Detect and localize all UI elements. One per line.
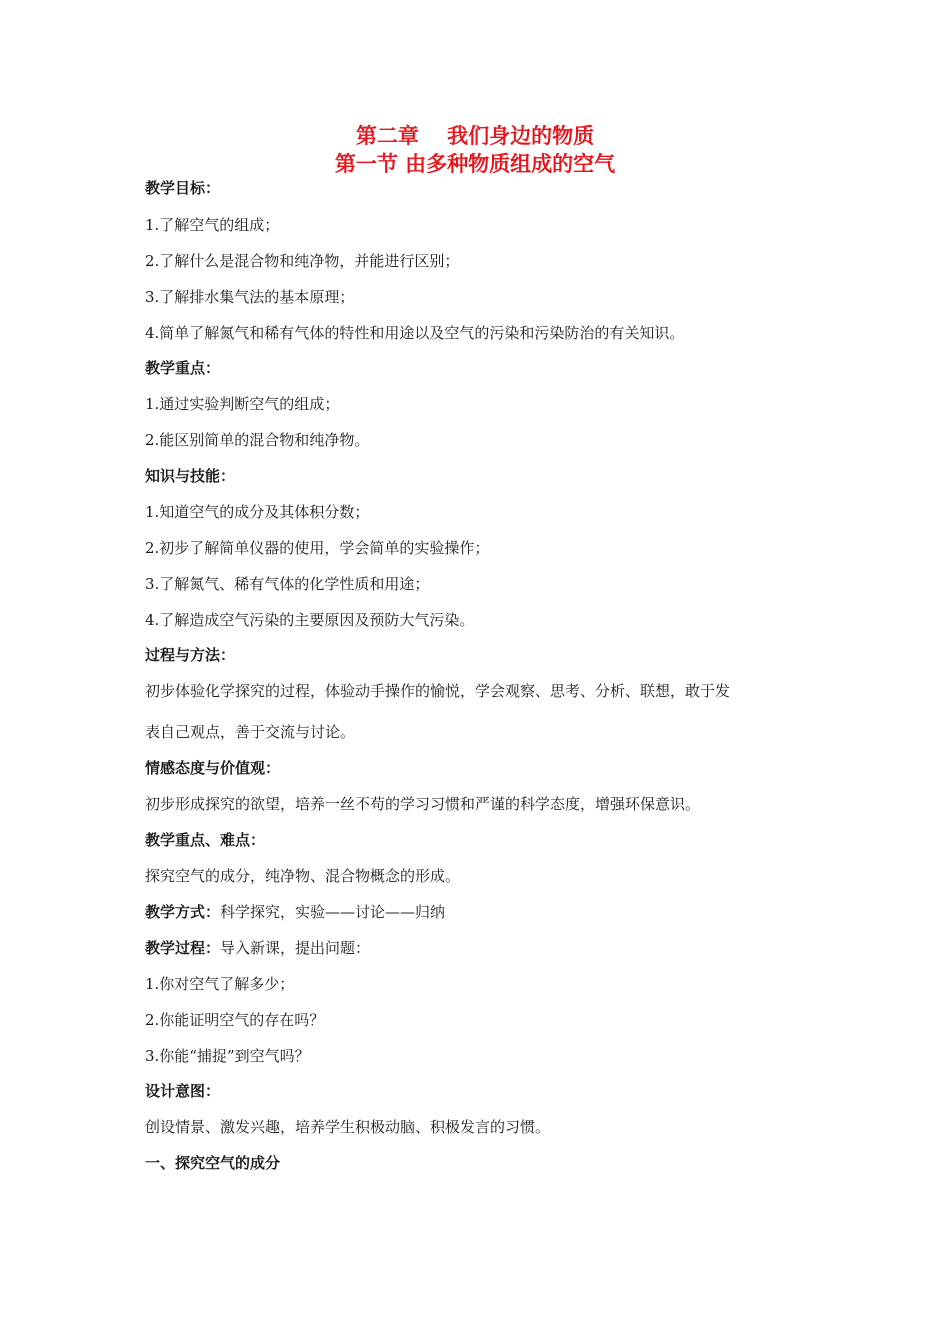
knowledge-item-2: 2.初步了解简单仪器的使用，学会简单的实验操作； — [145, 539, 490, 557]
process-methods-line-2: 表自己观点，善于交流与讨论。 — [145, 723, 356, 741]
difficulties-text: 探究空气的成分，纯净物、混合物概念的形成。 — [145, 867, 461, 885]
method-line — [145, 902, 445, 922]
objective-item-2: 2.了解什么是混合物和纯净物，并能进行区别； — [145, 252, 460, 270]
design-text: 创设情景、激发兴趣，培养学生积极动脑、积极发言的习惯。 — [145, 1118, 551, 1136]
process-methods-heading: 过程与方法： — [145, 646, 236, 664]
method-label: 教学方式： — [145, 903, 221, 921]
key-points-heading: 教学重点： — [145, 359, 221, 377]
knowledge-item-4: 4.了解造成空气污染的主要原因及预防大气污染。 — [145, 611, 475, 629]
procedure-text: 导入新课，提出问题： — [220, 939, 371, 957]
objective-item-1: 1.了解空气的组成； — [145, 216, 280, 234]
procedure-item-1: 1.你对空气了解多少； — [145, 975, 295, 993]
key-point-item-2: 2.能区别简单的混合物和纯净物。 — [145, 431, 370, 449]
knowledge-skills-heading: 知识与技能： — [145, 467, 236, 485]
procedure-item-2: 2.你能证明空气的存在吗？ — [145, 1011, 325, 1029]
objectives-heading: 教学目标： — [145, 179, 221, 197]
procedure-line — [145, 938, 370, 958]
procedure-label: 教学过程： — [145, 939, 221, 957]
process-methods-line-1: 初步体验化学探究的过程，体验动手操作的愉悦，学会观察、思考、分析、联想，敢于发 — [145, 682, 731, 700]
design-heading: 设计意图： — [145, 1082, 221, 1100]
objective-item-3: 3.了解排水集气法的基本原理； — [145, 288, 355, 306]
chapter-title: 第二章 我们身边的物质 — [355, 124, 595, 148]
knowledge-item-1: 1.知道空气的成分及其体积分数； — [145, 503, 370, 521]
attitudes-heading: 情感态度与价值观： — [145, 759, 281, 777]
section-one-heading: 一、探究空气的成分 — [145, 1154, 281, 1172]
procedure-item-3: 3.你能“捕捉”到空气吗？ — [145, 1047, 310, 1065]
knowledge-item-3: 3.了解氮气、稀有气体的化学性质和用途； — [145, 575, 430, 593]
attitudes-text: 初步形成探究的欲望，培养一丝不苟的学习习惯和严谨的科学态度，增强环保意识。 — [145, 795, 701, 813]
difficulties-heading: 教学重点、难点： — [145, 831, 266, 849]
method-text: 科学探究，实验——讨论——归纳 — [220, 903, 446, 921]
key-point-item-1: 1.通过实验判断空气的组成； — [145, 395, 340, 413]
objective-item-4: 4.简单了解氮气和稀有气体的特性和用途以及空气的污染和污染防治的有关知识。 — [145, 324, 685, 342]
section-title: 第一节 由多种物质组成的空气 — [334, 152, 616, 176]
